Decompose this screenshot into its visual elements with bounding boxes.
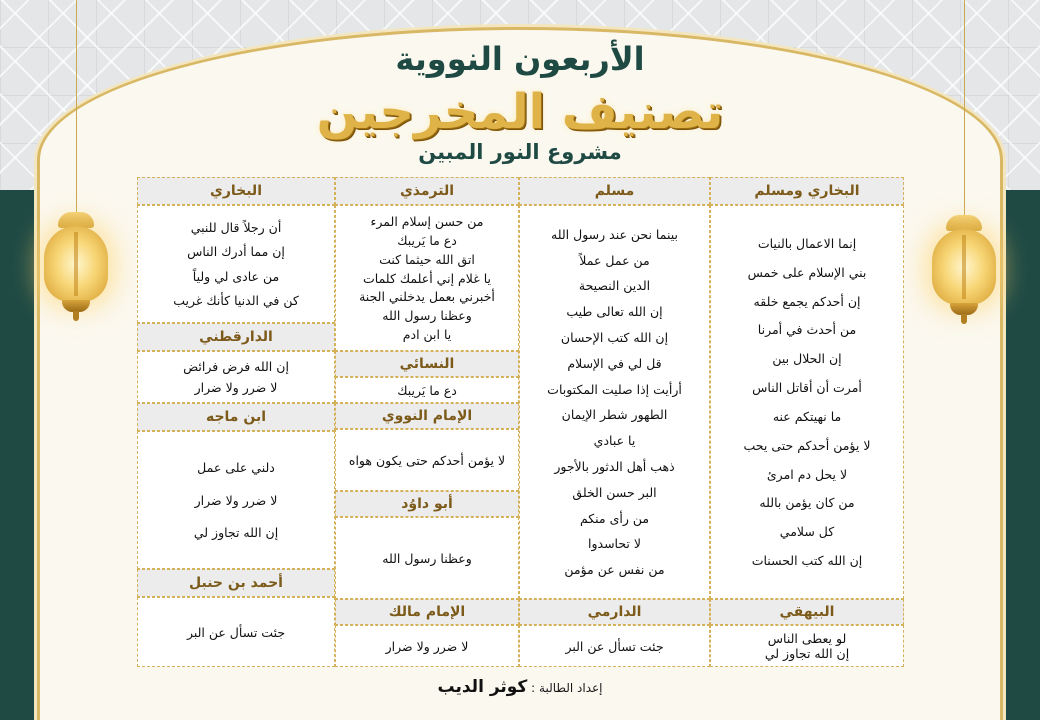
list-item: من عمل عملاً	[579, 252, 650, 268]
section-body	[335, 377, 519, 403]
column-tirmidhi	[335, 177, 519, 667]
list-item: الدين النصيحة	[578, 278, 651, 294]
list-item: يا ابن ادم	[402, 327, 452, 343]
list-item: من رأى منكم	[579, 510, 650, 526]
list-item: يا غلام إني أعلمك كلمات	[363, 270, 492, 286]
list-item: ما نهيتكم عنه	[772, 408, 842, 424]
section-header: الترمذي	[335, 177, 519, 205]
section-header: الإمام مالك	[335, 599, 519, 625]
list-item: إن الله فرض فرائض	[183, 358, 289, 374]
list-item: البر حسن الخلق	[572, 484, 657, 500]
list-item: إن الله كتب الحسنات	[751, 553, 863, 569]
section-body	[335, 517, 519, 599]
section-body	[335, 205, 519, 351]
section-body	[710, 205, 904, 599]
lantern-icon	[40, 212, 112, 322]
column-muslim	[519, 177, 710, 667]
list-item: من كان يؤمن بالله	[759, 495, 855, 511]
list-item: إن الحلال بين	[772, 351, 842, 367]
list-item: لا يحل دم امرئ	[766, 466, 848, 482]
list-item: اتق الله حيثما كنت	[379, 251, 475, 267]
credits	[400, 677, 640, 697]
section-body	[137, 431, 335, 569]
top-title: الأربعون النووية	[395, 40, 645, 78]
list-item: من حسن إسلام المرء	[370, 213, 484, 229]
list-item: إن الله تجاوز لي	[764, 646, 850, 661]
column-bukhari-muslim	[710, 177, 904, 667]
section-header: الإمام النووي	[335, 403, 519, 429]
list-item: بينما نحن عند رسول الله	[551, 226, 678, 242]
list-item: أن رجلاً قال للنبي	[190, 219, 282, 235]
list-item: لا يؤمن أحدكم حتى يكون هواه	[348, 452, 506, 468]
right-green-panel	[1000, 190, 1040, 720]
list-item: بني الإسلام على خمس	[747, 264, 867, 280]
section-header: مسلم	[519, 177, 710, 205]
list-item: كن في الدنيا كأنك غريب	[173, 293, 299, 309]
list-item: الطهور شطر الإيمان	[561, 407, 668, 423]
list-item: كل سلامي	[779, 524, 835, 540]
section-body	[519, 625, 710, 667]
section-header: أحمد بن حنبل	[137, 569, 335, 597]
list-item: دع ما يَريبك	[397, 382, 457, 398]
list-item: من عادى لي ولياً	[192, 268, 280, 284]
list-item: لا ضرر ولا ضرار	[194, 492, 278, 508]
left-green-panel	[0, 190, 40, 720]
list-item: إن الله تعالى طيب	[566, 304, 663, 320]
section-body	[519, 205, 710, 599]
main-title: تصنيف المخرجين	[316, 84, 724, 140]
list-item: لو يعطى الناس	[767, 631, 847, 646]
list-item: وعظنا رسول الله	[382, 308, 472, 324]
list-item: إن أحدكم يجمع خلقه	[753, 293, 861, 309]
section-header: البيهقي	[710, 599, 904, 625]
list-item: أخبرني بعمل يدخلني الجنة	[359, 289, 495, 305]
list-item: دع ما يَريبك	[397, 232, 457, 248]
list-item: وعظنا رسول الله	[382, 550, 472, 566]
lantern-string-left	[76, 0, 77, 215]
section-header: الدارقطني	[137, 323, 335, 351]
list-item: جئت تسأل عن البر	[565, 638, 664, 654]
subtitle: مشروع النور المبين	[418, 140, 622, 164]
list-item: لا ضرر ولا ضرار	[194, 380, 278, 396]
list-item: جئت تسأل عن البر	[186, 624, 286, 640]
credits-label: إعداد الطالبة :	[531, 681, 603, 695]
list-item: أرأيت إذا صليت المكتوبات	[547, 381, 682, 397]
section-body	[710, 625, 904, 667]
list-item: أمرت أن أقاتل الناس	[752, 380, 862, 396]
list-item: إنما الاعمال بالنيات	[757, 235, 857, 251]
section-body	[335, 625, 519, 667]
section-header: أبو داوُد	[335, 491, 519, 517]
column-bukhari	[137, 177, 335, 667]
list-item: يا عبادي	[593, 433, 636, 449]
lantern-string-right	[964, 0, 965, 218]
list-item: لا ضرر ولا ضرار	[385, 638, 469, 654]
section-header: الدارمي	[519, 599, 710, 625]
list-item: لا يؤمن أحدكم حتى يحب	[743, 437, 871, 453]
list-item: من أحدث في أمرنا	[757, 322, 857, 338]
section-header: النسائي	[335, 351, 519, 377]
list-item: دلني على عمل	[197, 459, 275, 475]
section-body	[137, 351, 335, 403]
lantern-icon	[928, 215, 1000, 325]
list-item: لا تحاسدوا	[588, 536, 642, 552]
list-item: قل لي في الإسلام	[567, 355, 662, 371]
list-item: من نفس عن مؤمن	[564, 562, 665, 578]
classification-table	[137, 177, 904, 667]
section-header: ابن ماجه	[137, 403, 335, 431]
list-item: إن الله كتب الإحسان	[560, 329, 669, 345]
section-body	[335, 429, 519, 491]
section-body	[137, 597, 335, 667]
author-name: كوثر الديب	[437, 677, 528, 697]
list-item: إن الله تجاوز لي	[193, 525, 279, 541]
list-item: ذهب أهل الدثور بالأجور	[554, 458, 675, 474]
section-header: البخاري	[137, 177, 335, 205]
section-header: البخاري ومسلم	[710, 177, 904, 205]
section-body	[137, 205, 335, 323]
list-item: إن مما أدرك الناس	[187, 244, 285, 260]
